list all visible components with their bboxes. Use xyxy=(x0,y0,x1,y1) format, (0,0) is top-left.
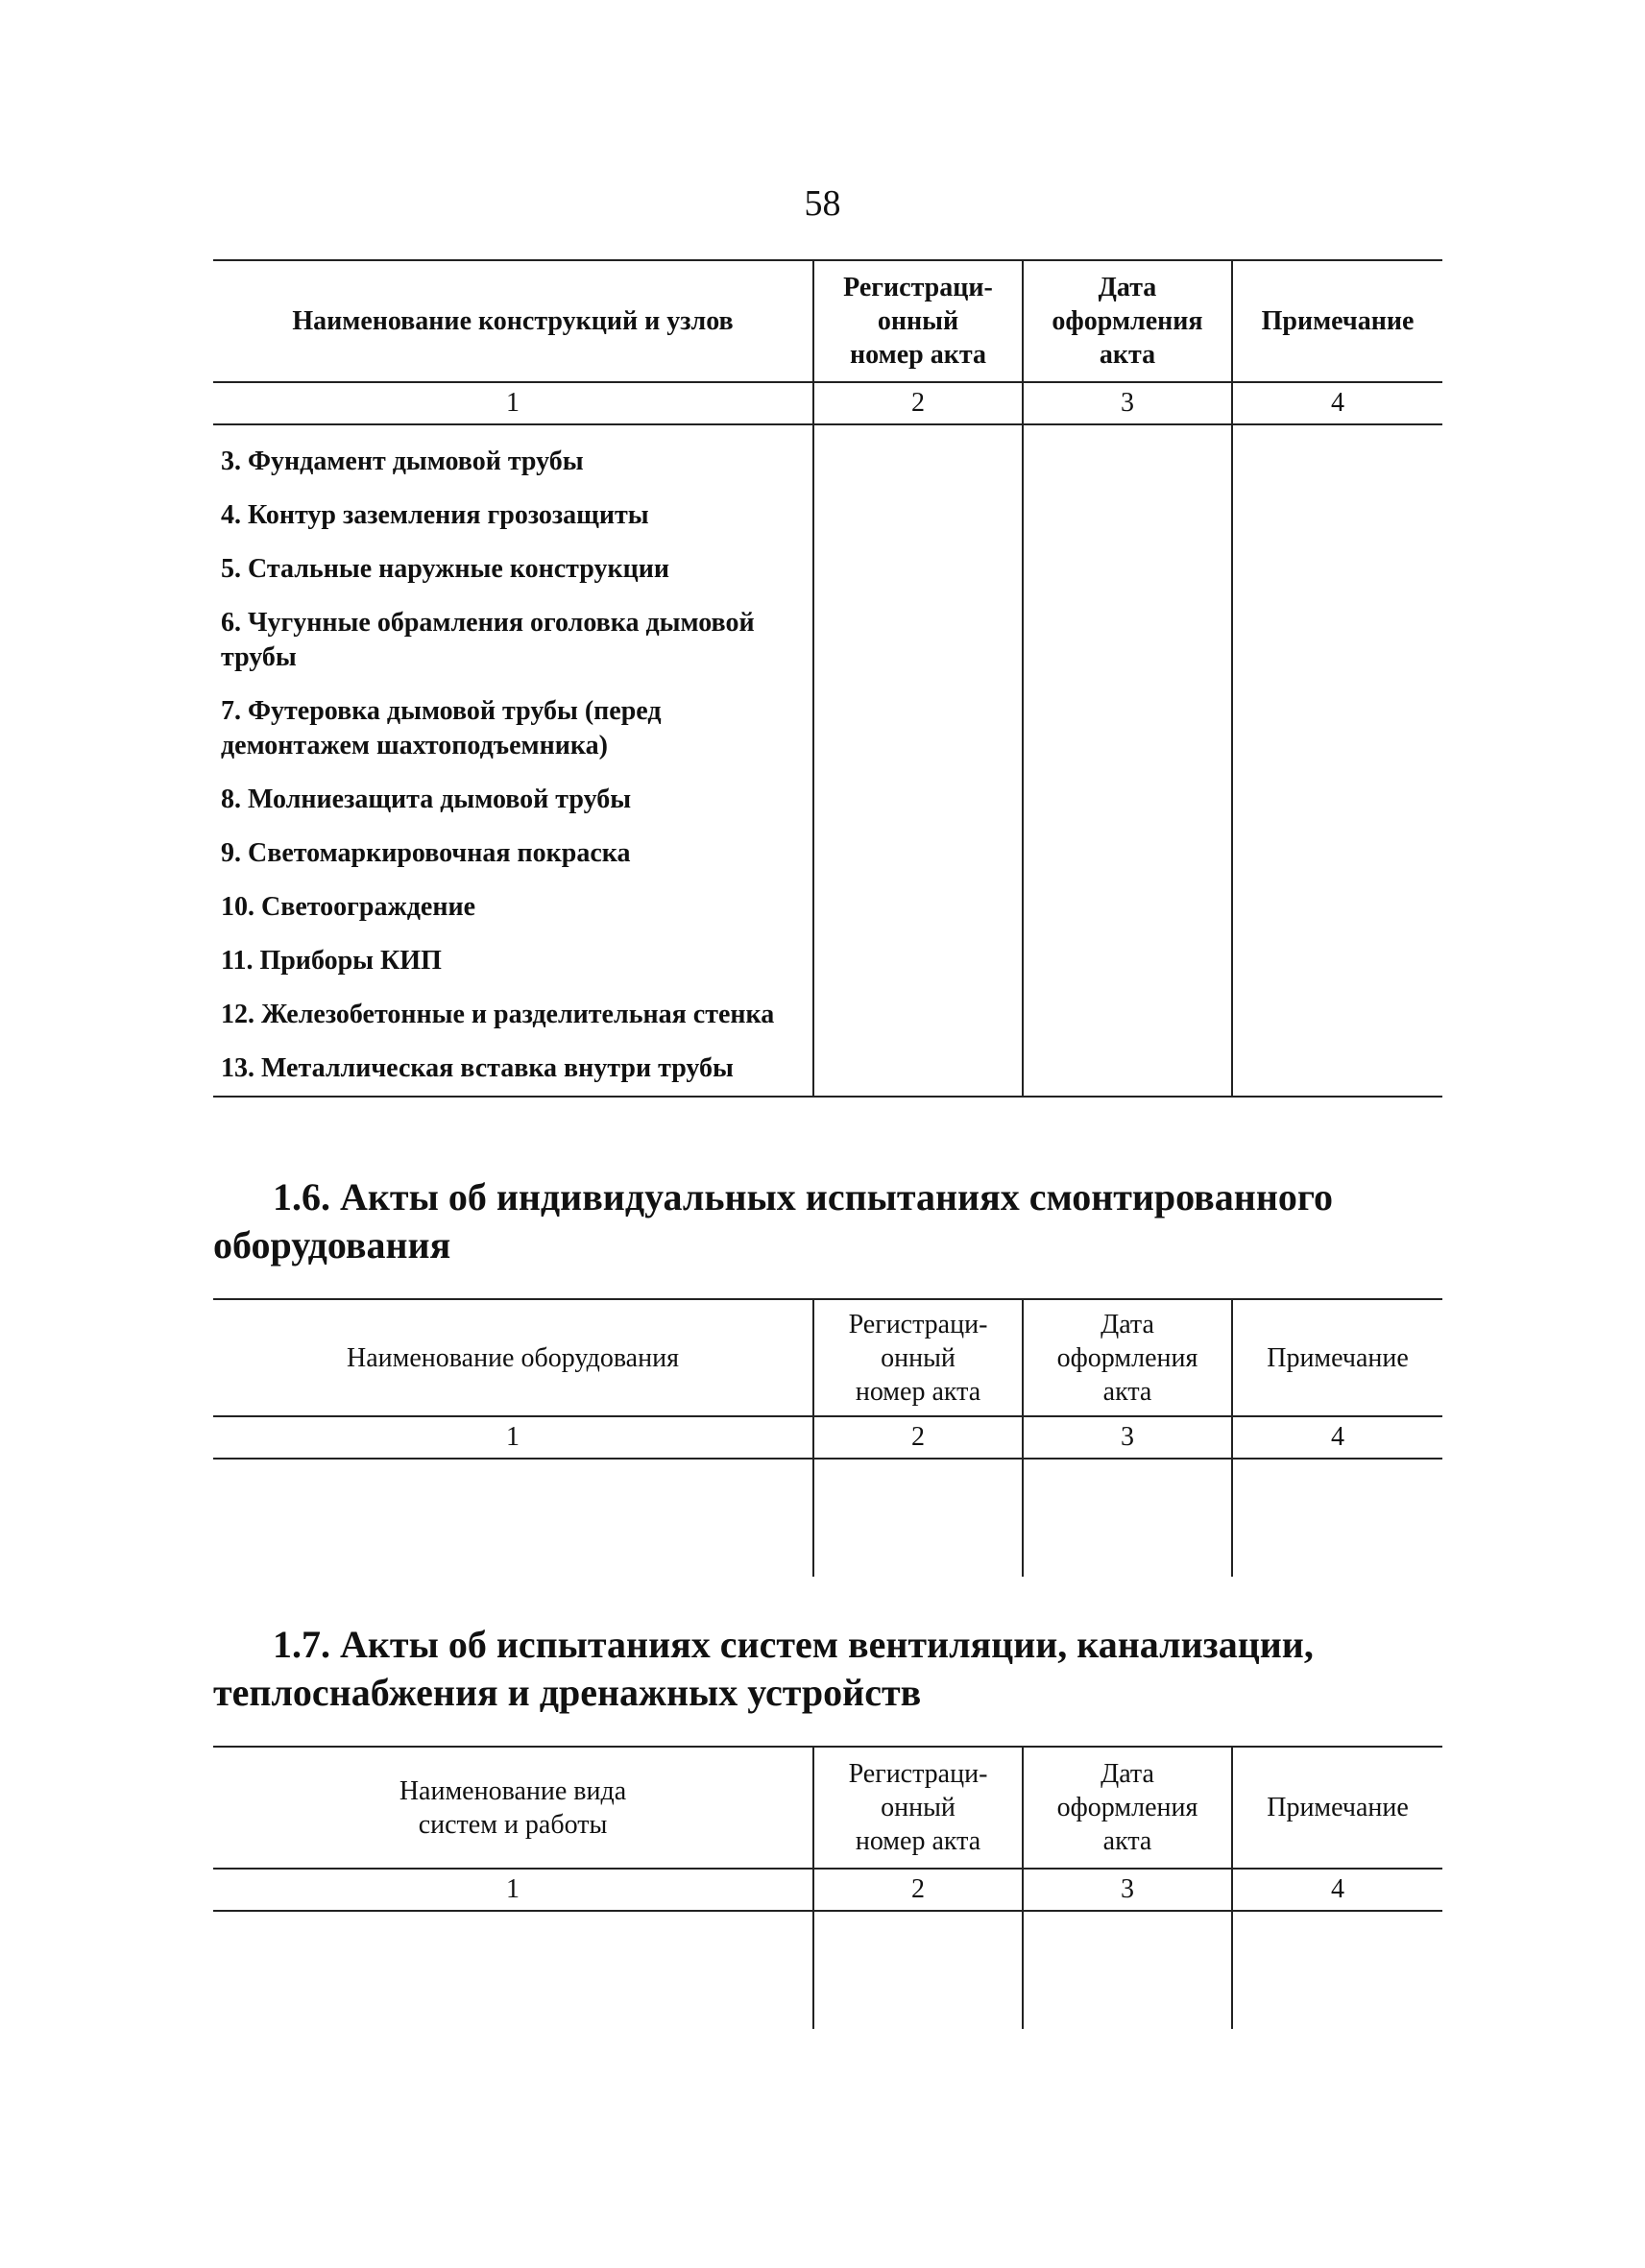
header-date: Дата оформления акта xyxy=(1023,1299,1232,1416)
empty-cell xyxy=(1023,424,1232,1097)
list-item: 13. Металлическая вставка внутри трубы xyxy=(221,1053,734,1083)
empty-cell xyxy=(1232,1459,1442,1577)
list-item: 6. Чугунные обрамления оголовка дымовой трубы xyxy=(221,608,755,672)
col-number: 2 xyxy=(813,1869,1023,1911)
empty-cell xyxy=(813,424,1023,1097)
list-item: 10. Светоограждение xyxy=(221,892,476,922)
column-number-row xyxy=(213,1416,1442,1459)
col-number: 3 xyxy=(1023,1869,1232,1911)
list-item: 9. Светомаркировочная покраска xyxy=(221,838,631,868)
header-date: Дата оформления акта xyxy=(1023,260,1232,382)
col-number: 2 xyxy=(813,382,1023,424)
table-header-row xyxy=(213,260,1442,382)
list-item: 7. Футеровка дымовой трубы (перед демонтажем шахтоподъемника) xyxy=(221,696,662,760)
header-note: Примечание xyxy=(1232,1299,1442,1416)
empty-cell xyxy=(1023,1911,1232,2029)
empty-cell xyxy=(813,1911,1023,2029)
section-title-1-6: 1.6. Акты об индивидуальных испытаниях смонтированного оборудования xyxy=(213,1175,1334,1267)
list-item: 3. Фундамент дымовой трубы xyxy=(221,446,584,476)
header-note: Примечание xyxy=(1232,260,1442,382)
list-item: 8. Молниезащита дымовой трубы xyxy=(221,784,632,814)
col-number: 1 xyxy=(213,382,813,424)
list-item: 5. Стальные наружные конструкции xyxy=(221,554,669,584)
col-number: 4 xyxy=(1232,1416,1442,1459)
col-number: 1 xyxy=(213,1416,813,1459)
page-number: 58 xyxy=(804,183,841,224)
empty-cell xyxy=(1023,1459,1232,1577)
col-number: 2 xyxy=(813,1416,1023,1459)
empty-cell xyxy=(213,1459,813,1577)
header-date: Дата оформления акта xyxy=(1023,1747,1232,1869)
empty-cell xyxy=(1232,1911,1442,2029)
col-number: 3 xyxy=(1023,1416,1232,1459)
header-note: Примечание xyxy=(1232,1747,1442,1869)
section-title-1-7: 1.7. Акты об испытаниях систем вентиляции, канализации, теплоснабжения и дренажных устройств xyxy=(213,1623,1314,1714)
header-name: Наименование оборудования xyxy=(213,1299,813,1416)
constructions-table xyxy=(213,259,1442,1098)
list-item: 11. Приборы КИП xyxy=(221,946,442,976)
empty-cell xyxy=(213,1911,813,2029)
header-reg-number: Регистраци- онный номер акта xyxy=(813,260,1023,382)
equipment-tests-table xyxy=(213,1298,1442,1577)
col-number: 4 xyxy=(1232,1869,1442,1911)
empty-cell xyxy=(813,1459,1023,1577)
table-header-row xyxy=(213,1299,1442,1416)
header-reg-number: Регистраци- онный номер акта xyxy=(813,1747,1023,1869)
header-name: Наименование конструкций и узлов xyxy=(213,260,813,382)
list-item: 4. Контур заземления грозозащиты xyxy=(221,500,649,530)
column-number-row xyxy=(213,382,1442,424)
column-number-row xyxy=(213,1869,1442,1911)
table-body-row xyxy=(213,424,1442,1097)
empty-cell xyxy=(1232,424,1442,1097)
col-number: 1 xyxy=(213,1869,813,1911)
list-item: 12. Железобетонные и разделительная стенка xyxy=(221,1000,775,1029)
table-header-row xyxy=(213,1747,1442,1869)
row-items-cell xyxy=(213,424,813,1097)
systems-tests-table xyxy=(213,1746,1442,2029)
header-name: Наименование вида систем и работы xyxy=(213,1747,813,1869)
row-items xyxy=(213,425,812,1096)
table-row xyxy=(213,1911,1442,2029)
table-row xyxy=(213,1459,1442,1577)
col-number: 3 xyxy=(1023,382,1232,424)
header-reg-number: Регистраци- онный номер акта xyxy=(813,1299,1023,1416)
col-number: 4 xyxy=(1232,382,1442,424)
